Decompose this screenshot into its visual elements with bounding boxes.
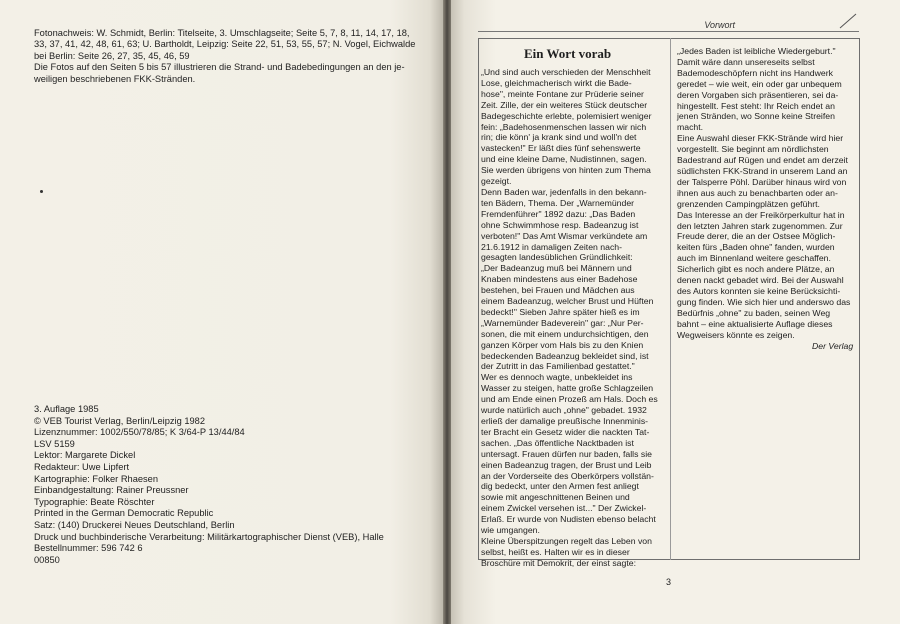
text-line: Wegweisers könnte es zeigen. [677,329,795,340]
text-line: ten Bädern, Thema. Der „Warnemünder [481,197,635,208]
text-line: Badestrand auf Rügen und endet am derzeit [677,155,848,166]
text-line: und am Ende einen Prozeß am Hals. Doch es [481,394,658,405]
text-line: Knaben mindestens aus einer Badehose [481,274,638,285]
text-line: Lose, gleichmacherisch wirkt die Bade- [481,77,632,88]
text-line: der Talsperre Pöhl. Darüber hinaus wird von [677,176,847,187]
text-line: „Und sind auch verschieden der Menschheit [481,67,651,77]
text-line: südlichsten FKK-Strand in unserem Land an [677,165,848,176]
credits-line: bei Berlin: Seite 26, 27, 35, 45, 46, 59 [34,50,190,61]
text-column-right [677,46,862,340]
text-column-left [481,67,666,569]
text-line: bedeckenden Badeanzug bekleidet sind, ist [481,350,649,361]
text-line: einem Badeanzug, welcher Brust und Hüften [481,296,654,307]
imprint-line: Satz: (140) Druckerei Neues Deutschland, Berlin [34,519,235,530]
left-page [0,0,443,624]
text-line: bedeckt!" Sieben Jahre später hieß es im [481,306,640,317]
text-line: rin; die könn' ja krank sind und woll'n det [481,132,637,143]
text-line: erließ der damalige preußische Innenminis- [481,416,649,426]
imprint-block [34,404,434,566]
text-line: Sie werden übrigens von hinten zum Thema [481,165,651,176]
text-line: gesagten landesüblichen Gründlichkeit: [481,252,633,263]
text-line: Freude derer, die an der Ostsee Möglich- [677,231,836,242]
text-line: wie umgangen. [481,525,540,536]
text-line: dig bedeckt, unter den Armen fest anliegt [481,481,639,492]
imprint-line: 3. Auflage 1985 [34,404,99,414]
text-line: macht. [677,122,704,133]
text-line: verboten!" Das Amt Wismar verkündete am [481,230,648,241]
text-line: ter Bracht ein Gesetz wider die nackten Tat- [481,426,650,437]
book-gutter [443,0,451,624]
imprint-line: Lektor: Margarete Dickel [34,450,136,461]
text-line: Kleine Überspitzungen regelt das Leben von [481,535,652,546]
text-line: wurde natürlich auch „ohne" gebadet. 1932 [481,405,647,416]
imprint-line: Einbandgestaltung: Rainer Preussner [34,485,189,496]
text-line: 21.6.1912 in damaligen Zeiten nach- [481,241,623,252]
text-line: geredet – wie weit, ein oder gar unbequem [677,78,842,89]
text-line: bestehen, bei Frauen und Mädchen aus [481,285,635,296]
text-line: auch im Binnenland weitere geschaffen. [677,253,831,264]
imprint-line: Lizenznummer: 1002/550/78/85; K 3/64-P 13/44/84 [34,427,245,438]
text-line: Fremdenführer" 1892 dazu: „Das Baden [481,208,636,219]
text-line: den letzten Jahren stark zugenommen. Zur [677,220,843,231]
imprint-line: Redakteur: Uwe Lipfert [34,461,130,472]
text-line: gezeigt. [481,176,512,187]
column-divider [670,38,671,560]
credits-line: Fotonachweis: W. Schmidt, Berlin: Titelseite, 3. Umschlagseite; Seite 5, 7, 8, 11, 14, 17, 18, [34,28,410,38]
text-line: einem Zwickel versehen ist..." Der Zwickel- [481,503,647,514]
text-line: grenzenden Campingplätzen geführt. [677,198,820,209]
text-line: „Jedes Baden ist leibliche Wiedergeburt." [677,46,836,56]
text-line: hose", meinte Fontane zur Prüderie seiner [481,88,644,99]
running-header [478,19,859,32]
text-line: sachen. „Das öffentliche Nacktbaden ist [481,437,634,448]
text-line: der Zutritt in das Familienbad gestattet." [481,361,635,372]
text-line: denen nackt gebadet wird. Bei der Auswahl [677,275,844,286]
imprint-line: Kartographie: Folker Rhaesen [34,473,159,484]
text-line: selbst, heißt es. Halten wir es in dieser [481,546,630,557]
imprint-line: Printed in the German Democratic Republic [34,508,214,519]
text-line: hingestellt. Fest steht: Ihr Reich endet an [677,100,835,111]
page-number: 3 [666,577,672,587]
imprint-line: Typographie: Beate Röschter [34,496,155,507]
text-line: Erlaß. Er wurde von Nudisten ebenso belacht [481,514,656,525]
text-line: ihnen aus auch zu benachbarten oder an- [677,187,838,198]
text-line: Broschüre mit Demokrit, der einst sagte: [481,557,636,568]
text-line: deren Vorgaben sich präsentieren, sei da- [677,89,839,100]
text-line: „Der Badeanzug muß bei Männern und [481,263,632,274]
credits-line: weiligen beschriebenen FKK-Stränden. [34,73,196,84]
text-line: vastecken!" Er läßt dies fünf sehenswerte [481,143,641,154]
credits-line: 33, 37, 41, 42, 48, 61, 63; U. Bartholdt, Leipzig: Seite 22, 51, 53, 55, 57; N. Vogel, Eichwalde [34,39,416,50]
text-line: ganzen Körper vom Hals bis zu den Knien [481,339,644,350]
text-line: vorgestellt. Sie beginnt am nördlichsten [677,144,829,155]
text-line: Badegeschichte erlebte, polemisiert weniger [481,110,652,121]
text-line: Bedürfnis „ohne" zu baden, seinen Weg [677,307,831,318]
imprint-line: Druck und buchbinderische Verarbeitung: Militärkartographischer Dienst (VEB), Halle [34,531,384,542]
pen-mark-icon [839,13,857,29]
text-line: sonen, die mit einem undurchsichtigen, den [481,328,649,339]
text-line: ohne Schwimmhose resp. Badeanzug ist [481,219,639,230]
text-line: Das Interesse an der Freikörperkultur hat in [677,209,845,220]
text-line: Damit wäre dann unsereseits selbst [677,56,815,67]
text-line: Sicherlich gibt es noch andere Plätze, an [677,264,835,275]
text-line: an der Vorderseite des Oberkörpers vollstän- [481,470,654,481]
header-label: Vorwort [704,20,735,30]
text-line: und eine kleine Dame, Nudistinnen, sagen. [481,154,647,165]
text-line: sowie mit angeschnittenen Beinen und [481,492,630,503]
text-line: jenen Stränden, wo Sonne keine Streifen [677,111,835,122]
text-line: bahnt – eine aktualisierte Auflage dieses [677,318,833,329]
text-line: „Warnemünder Badeverein" gar: „Nur Per- [481,317,644,328]
print-speck [40,190,43,193]
text-line: Wasser zu steigen, hatte große Schlagzeilen [481,383,654,394]
text-line: einen Badeanzug tragen, der Brust und Leib [481,459,652,470]
photo-credits [34,28,424,85]
text-line: keiten fürs „Baden ohne" fanden, wurden [677,242,835,253]
imprint-line: Bestellnummer: 596 742 6 [34,543,143,554]
text-line: Eine Auswahl dieser FKK-Strände wird hier [677,133,844,144]
text-line: Bademodeschöpfern nicht ins Handwerk [677,67,833,78]
text-line: Wer es dennoch wagte, unbekleidet ins [481,372,633,383]
text-line: gung finden. Wie sich hier und anderswo das [677,296,851,307]
imprint-line: LSV 5159 [34,438,75,449]
signature: Der Verlag [812,341,854,351]
text-line: Zeit. Zille, der ein weiteres Stück deutscher [481,99,648,110]
credits-line: Die Fotos auf den Seiten 5 bis 57 illustrieren die Strand- und Badebedingungen an den je- [34,62,405,73]
imprint-line: 00850 [34,554,60,565]
text-line: des Autors konnten sie keine Berücksichti- [677,285,841,296]
text-line: fein: „Badehosenmenschen lassen wir nich [481,121,647,132]
text-line: untersagt. Frauen dürfen nur baden, falls sie [481,448,652,459]
article-title: Ein Wort vorab [524,46,612,61]
text-line: Denn Baden war, jedenfalls in den bekann- [481,186,647,197]
imprint-line: © VEB Tourist Verlag, Berlin/Leipzig 1982 [34,415,206,426]
